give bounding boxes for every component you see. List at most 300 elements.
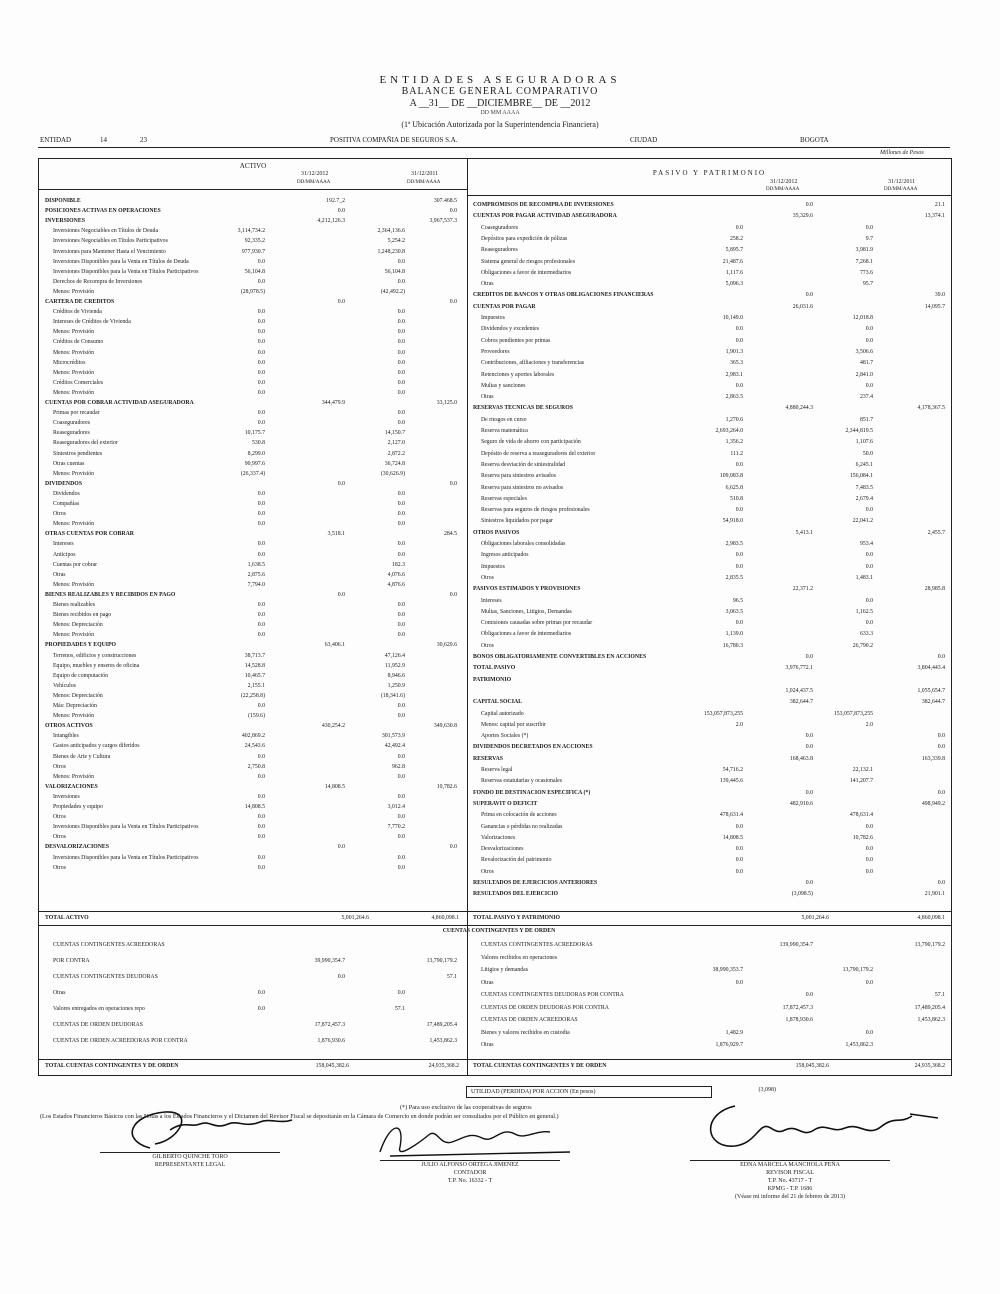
activo-row	[45, 409, 465, 418]
activo-row-total-2011: 33,125.0	[436, 400, 457, 406]
pasivo-row	[473, 495, 949, 504]
activo-row-detail-2011: 11,952.9	[384, 662, 405, 669]
pasivo-row-detail-2011: 3,981.9	[855, 247, 873, 254]
cont-right-row-detail-2011: 1,453,862.3	[845, 1042, 873, 1048]
activo-row	[45, 561, 465, 570]
cont-left-row-label: CUENTAS CONTINGENTES ACREEDORAS	[53, 942, 165, 948]
activo-row-label: OTRAS CUENTAS POR COBRAR	[45, 531, 134, 538]
pasivo-row-detail-2011: 0.0	[865, 382, 873, 389]
activo-row-label: Inversiones para Mantener Hasta el Vencimiento	[53, 248, 166, 255]
pasivo-row	[473, 732, 949, 741]
activo-row-detail-2011: 0.0	[397, 389, 405, 396]
pasivo-row-total-2012: 5,413.1	[795, 529, 813, 536]
activo-row-detail-2011: 0.0	[397, 632, 405, 639]
pasivo-row-label: Impuestos	[481, 563, 505, 570]
activo-row	[45, 551, 465, 560]
activo-row-detail-2011: 7,770.2	[387, 824, 405, 831]
activo-row-detail-2012: 0.0	[257, 410, 265, 417]
activo-row-detail-2012: 977,930.7	[241, 248, 265, 255]
activo-header	[39, 159, 468, 190]
document-note: (1ª Ubicación Autorizada por la Superintendencia Financiera)	[401, 120, 599, 129]
activo-row-detail-2012: 38,713.7	[244, 652, 265, 659]
activo-row-label: DIVIDENDOS	[45, 480, 83, 487]
activo-row-detail-2012: 0.0	[257, 379, 265, 386]
revisor-name: EDNA MARCELA MANCHOLA PEÑA	[740, 1162, 840, 1168]
activo-row	[45, 480, 465, 489]
activo-row-label: Menos: Provisión	[53, 470, 95, 477]
activo-row-detail-2011: 182.3	[391, 561, 405, 568]
total-activo-2012: 5,001,264.6	[341, 915, 369, 921]
activo-row-detail-2012: 90,997.6	[244, 460, 265, 467]
activo-row-label: Menos: Provisión	[53, 288, 95, 295]
activo-row-label: Inversiones	[53, 793, 80, 800]
activo-row	[45, 793, 465, 802]
pasivo-row-detail-2012: 1,270.6	[725, 416, 743, 423]
activo-row	[45, 268, 465, 277]
activo-row-detail-2012: 0.0	[257, 622, 265, 629]
cont-left-row-total-2012: 17,872,457.3	[314, 1022, 345, 1028]
activo-row-detail-2011: 8,946.6	[387, 672, 405, 679]
contador-role: CONTADOR	[453, 1170, 487, 1176]
activo-row	[45, 662, 465, 671]
activo-row-detail-2011: 14,150.7	[384, 430, 405, 437]
activo-row-detail-2012: 0.0	[257, 359, 265, 366]
pasivo-row	[473, 698, 949, 707]
pasivo-row-label: Valorizaciones	[481, 834, 516, 841]
activo-row-detail-2012: 24,543.6	[244, 743, 265, 750]
pasivo-row	[473, 766, 949, 775]
activo-row-label: Inversiones Disponibles para la Venta en Títulos de Deuda	[53, 258, 189, 265]
pasivo-row	[473, 291, 949, 300]
pasivo-row-label: Desvalorizaciones	[481, 846, 524, 853]
pasivo-row-label: CREDITOS DE BANCOS Y OTRAS OBLIGACIONES FINANCIERAS	[473, 292, 654, 299]
pasivo-row-detail-2012: 0.0	[735, 846, 743, 853]
activo-row-detail-2012: 0.0	[257, 824, 265, 831]
pasivo-row-detail-2011: 0.0	[865, 563, 873, 570]
activo-row-detail-2012: 0.0	[257, 541, 265, 548]
pasivo-row-detail-2012: 478,631.4	[719, 812, 743, 819]
pasivo-row	[473, 845, 949, 854]
activo-row-detail-2011: 1,250.9	[387, 682, 405, 689]
cont-left-row	[45, 1005, 465, 1014]
pasivo-row-label: Otras	[481, 394, 494, 401]
activo-row-label: Intereses de Créditos de Vivienda	[53, 319, 131, 326]
pasivo-row-detail-2011: 22,041.2	[852, 518, 873, 525]
activo-row-detail-2012: 2,875.6	[247, 571, 265, 578]
activo-row-label: Reaseguradores	[53, 430, 90, 437]
activo-row-detail-2012: 56,104.8	[244, 268, 265, 275]
pasivo-row	[473, 721, 949, 730]
activo-row	[45, 742, 465, 751]
activo-row	[45, 621, 465, 630]
pasivo-row	[473, 608, 949, 617]
pasivo-row-total-2011: 21.1	[934, 202, 945, 208]
activo-row-detail-2011: 962.8	[391, 763, 405, 770]
activo-row-detail-2011: 0.0	[397, 511, 405, 518]
pasivo-row-detail-2011: 0.0	[865, 620, 873, 627]
pasivo-row-label: Reserva desviación de siniestralidad	[481, 461, 566, 468]
document-date-format: DD MM AAAA	[480, 110, 520, 116]
pasivo-row-detail-2011: 953.4	[859, 541, 873, 547]
cont-right-row-label: CUENTAS DE ORDEN ACREEDORAS	[481, 1017, 578, 1023]
pasivo-row	[473, 540, 949, 549]
pasivo-row-detail-2012: 0.0	[735, 857, 743, 864]
activo-row-total-2012: 63,406.1	[324, 642, 345, 649]
pasivo-row	[473, 879, 949, 888]
pasivo-row-label: DIVIDENDOS DECRETADOS EN ACCIONES	[473, 744, 593, 751]
pasivo-row-detail-2012: 0.0	[735, 563, 743, 570]
pasivo-row-detail-2012: 21,487.6	[722, 258, 743, 265]
activo-row-total-2012: 0.0	[337, 480, 345, 487]
activo-row	[45, 773, 465, 782]
activo-row	[45, 207, 465, 216]
cont-right-row	[473, 954, 949, 963]
pasivo-row	[473, 416, 949, 425]
pasivo-col1-sub: DD/MM/AAAA	[766, 187, 800, 192]
activo-row	[45, 722, 465, 731]
activo-row-label: INVERSIONES	[45, 218, 85, 225]
balance-table	[38, 158, 952, 1076]
activo-row-total-2011: 30,629.6	[436, 642, 457, 649]
pasivo-row-detail-2011: 3,506.6	[855, 348, 873, 355]
pasivo-row	[473, 653, 949, 662]
activo-row-detail-2011: 4,876.6	[387, 581, 405, 588]
pasivo-row-detail-2011: 2.0	[865, 721, 873, 728]
pasivo-row-detail-2011: 22,132.1	[852, 767, 873, 773]
pasivo-row-label: PASIVOS ESTIMADOS Y PROVISIONES	[473, 586, 581, 593]
activo-row	[45, 258, 465, 267]
activo-row-detail-2012: (26,337.4)	[240, 470, 265, 477]
pasivo-row	[473, 551, 949, 560]
activo-row-label: Intangibles	[53, 733, 79, 740]
activo-row-detail-2012: 0.0	[257, 501, 265, 507]
activo-row-label: Intereses	[53, 541, 74, 548]
activo-row	[45, 803, 465, 812]
activo-row	[45, 712, 465, 721]
total-pasivo-2011: 4,860,098.1	[917, 915, 945, 921]
cont-right-row	[473, 991, 949, 1000]
pasivo-row-total-2011: 3,804,443.4	[917, 665, 945, 672]
activo-row-detail-2012: 0.0	[257, 490, 265, 497]
pasivo-row-total-2012: 0.0	[805, 292, 813, 299]
pasivo-row-total-2011: 0.0	[937, 880, 945, 886]
pasivo-row-detail-2011: 12,018.8	[852, 315, 873, 321]
pasivo-row-label: Otras	[481, 281, 494, 288]
activo-row-detail-2012: 0.0	[257, 793, 265, 800]
activo-row-detail-2011: 0.0	[397, 814, 405, 821]
pasivo-row	[473, 280, 949, 289]
cont-right-row-detail-2011: 0.0	[865, 979, 873, 986]
contador-tp: T.P. No. 16332 - T	[447, 1178, 493, 1184]
pasivo-row-detail-2011: 478,631.4	[849, 812, 873, 819]
pasivo-header	[468, 159, 951, 196]
pasivo-row	[473, 789, 949, 798]
activo-row	[45, 318, 465, 327]
cont-right-row-detail-2012: 1,482.9	[725, 1029, 743, 1036]
activo-row-detail-2012: (22,258.8)	[240, 692, 265, 699]
cont-right-row-label: Valores recibidos en operaciones	[481, 954, 558, 961]
pasivo-row-total-2012: 4,880,244.3	[785, 405, 813, 412]
cont-right-row	[473, 966, 949, 975]
activo-row-label: Menos: Provisión	[53, 713, 95, 720]
pasivo-row-label: Revalorización del patrimonio	[481, 857, 552, 864]
signature-block-legal	[100, 1152, 280, 1169]
city-label: CIUDAD	[630, 136, 658, 144]
pasivo-row-detail-2012: 0.0	[735, 382, 743, 389]
activo-row-label: Equipo, muebles y enseres de oficina	[53, 662, 140, 669]
activo-row-detail-2011: 0.0	[397, 278, 405, 285]
activo-row-detail-2011: 0.0	[397, 834, 405, 841]
utilidad-label: UTILIDAD (PERDIDA) POR ACCION (En pesos)	[471, 1089, 596, 1095]
activo-row	[45, 470, 465, 479]
total-activo-label: TOTAL ACTIVO	[45, 915, 89, 921]
pasivo-col1-date: 31/12/2012	[770, 179, 798, 185]
contingentes-top-line	[39, 925, 951, 926]
activo-row-detail-2012: 8,299.0	[247, 450, 265, 457]
pasivo-row-detail-2011: 153,057,873,255	[833, 710, 873, 717]
pasivo-row-detail-2012: 2,835.5	[725, 574, 743, 581]
pasivo-row-detail-2012: 2,693,264.0	[715, 428, 743, 434]
pasivo-row-total-2011: 28,985.8	[924, 586, 945, 593]
pasivo-row	[473, 212, 949, 221]
activo-row	[45, 490, 465, 499]
activo-col2-date: 31/12/2011	[411, 171, 439, 177]
pasivo-row-detail-2012: 0.0	[735, 620, 743, 627]
pasivo-row-label: Otros	[481, 574, 494, 581]
pasivo-col2-date: 31/12/2011	[888, 179, 916, 185]
pasivo-row-detail-2012: 0.0	[735, 461, 743, 468]
activo-row-total-2012: 3,518.1	[327, 531, 345, 538]
activo-row-label: Menos: Provisión	[53, 389, 95, 396]
pasivo-row	[473, 834, 949, 843]
pasivo-row-label: Proveedores	[481, 348, 510, 355]
entity-name: POSITIVA COMPAÑIA DE SEGUROS S.A.	[330, 136, 458, 144]
activo-row-label: Coaseguradores	[53, 420, 91, 427]
activo-row-detail-2012: 0.0	[257, 319, 265, 326]
activo-row-detail-2012: 0.0	[257, 814, 265, 821]
pasivo-row	[473, 201, 949, 210]
activo-row	[45, 571, 465, 580]
pasivo-row	[473, 823, 949, 832]
pasivo-row-total-2011: 14,095.7	[924, 303, 945, 310]
pasivo-row	[473, 461, 949, 470]
pasivo-row-detail-2011: 156,084.1	[849, 473, 873, 480]
pasivo-row-label: Sistema general de riesgos profesionales	[481, 258, 576, 265]
pasivo-row-total-2011: 0.0	[937, 733, 945, 740]
activo-row-label: DESVALORIZACIONES	[45, 844, 110, 851]
activo-row-label: Propiedades y equipo	[53, 804, 103, 810]
pasivo-row-label: RESERVAS TECNICAS DE SEGUROS	[473, 405, 573, 412]
activo-row-detail-2011: 36,724.8	[384, 460, 405, 467]
pasivo-row-detail-2012: 111.2	[730, 450, 743, 457]
pasivo-row-total-2011: 2,455.7	[927, 529, 945, 536]
activo-row-detail-2011: 0.0	[397, 420, 405, 427]
pasivo-row-label: Reserva para siniestros no avisados	[481, 484, 564, 491]
activo-row	[45, 732, 465, 741]
revisor-signature	[690, 1094, 950, 1160]
pasivo-title: PASIVO Y PATRIMONIO	[652, 169, 767, 177]
utilidad-value: (3,098)	[758, 1087, 776, 1093]
activo-row-detail-2011: 2,127.0	[387, 440, 405, 447]
pasivo-row-label: Retenciones y aportes laborales	[481, 371, 555, 378]
pasivo-row	[473, 450, 949, 459]
pasivo-row-label: CUENTAS POR PAGAR ACTIVIDAD ASEGURADORA	[473, 213, 617, 220]
activo-row-total-2012: 0.0	[337, 299, 345, 305]
activo-row-total-2011: 0.0	[449, 480, 457, 487]
pasivo-row-detail-2012: 5,096.3	[725, 281, 743, 288]
pasivo-row-label: Reserva para siniestros avisados	[481, 473, 556, 480]
activo-row	[45, 783, 465, 792]
cont-right-row	[473, 979, 949, 988]
activo-row-label: Más: Depreciación	[53, 703, 97, 709]
activo-row-total-2012: 192.7_2	[326, 198, 345, 204]
pasivo-row-total-2012: 0.0	[805, 789, 813, 796]
pasivo-row	[473, 325, 949, 334]
pasivo-row	[473, 777, 949, 786]
activo-row	[45, 813, 465, 822]
activo-row-detail-2012: 0.0	[257, 753, 265, 760]
activo-row	[45, 591, 465, 600]
pasivo-row-detail-2012: 14,808.5	[722, 834, 743, 841]
pasivo-row	[473, 619, 949, 628]
pasivo-row	[473, 890, 949, 899]
cont-left-row-label: CUENTAS DE ORDEN ACREEDORAS POR CONTRA	[53, 1038, 188, 1044]
pasivo-row-detail-2011: 9.7	[865, 235, 873, 242]
pasivo-row-detail-2011: 141,207.7	[849, 778, 873, 785]
pasivo-row-label: Reservas estatutarias y ocasionales	[481, 778, 562, 785]
activo-col1-date: 31/12/2012	[301, 171, 329, 177]
activo-row-detail-2011: 2,872.2	[387, 450, 405, 457]
activo-row	[45, 520, 465, 529]
activo-row-total-2012: 4,212,126.3	[317, 218, 345, 225]
activo-row-detail-2011: 0.0	[397, 854, 405, 861]
pasivo-row-detail-2012: 5,895.7	[725, 247, 743, 254]
pasivo-row-label: Ingresos anticipados	[481, 552, 529, 559]
activo-row-detail-2012: 0.0	[257, 309, 265, 316]
activo-row-detail-2011: 0.0	[397, 410, 405, 417]
pasivo-row-detail-2012: 510.8	[729, 495, 743, 502]
activo-row-total-2012: 0.0	[337, 844, 345, 851]
pasivo-row-label: Comisiones causadas sobre primas por recaudar	[481, 620, 593, 627]
pasivo-row-detail-2011: 7,483.5	[855, 484, 873, 491]
pasivo-row-total-2011: 382,644.7	[921, 699, 945, 706]
activo-row-detail-2012: 0.0	[257, 864, 265, 871]
pasivo-row	[473, 269, 949, 278]
activo-row-total-2011: 0.0	[449, 299, 457, 305]
pasivo-row	[473, 359, 949, 368]
activo-row-detail-2011: 0.0	[397, 501, 405, 507]
pasivo-row-label: SUPERAVIT O DEFICIT	[473, 800, 538, 807]
pasivo-row	[473, 574, 949, 583]
pasivo-row-detail-2012: 2.0	[735, 721, 743, 728]
activo-row	[45, 510, 465, 519]
activo-row-label: Vehículos	[53, 682, 76, 689]
activo-row	[45, 298, 465, 307]
pasivo-row-label: Multas y sanciones	[481, 382, 526, 389]
activo-row-detail-2011: (18,341.6)	[380, 692, 405, 699]
pasivo-row-total-2011: 163,339.8	[921, 755, 945, 762]
pasivo-row	[473, 427, 949, 436]
cont-left-row-detail-2011: 0.0	[397, 990, 405, 996]
activo-row-detail-2012: 0.0	[257, 258, 265, 265]
pasivo-row-label: Menos: capital por suscribir	[481, 721, 546, 728]
pasivo-row-detail-2011: 2,679.4	[855, 495, 873, 502]
pasivo-row-detail-2012: 2,983.1	[725, 371, 743, 378]
pasivo-row-detail-2012: 1,901.3	[725, 348, 743, 355]
activo-row-detail-2012: 7,794.0	[247, 581, 265, 588]
pasivo-row-detail-2011: 481.7	[859, 360, 873, 367]
activo-row-label: DISPONIBLE	[45, 198, 81, 204]
cont-right-row-label: Otras	[481, 1042, 494, 1048]
activo-row-detail-2012: 0.0	[257, 612, 265, 619]
activo-row-detail-2011: 3,012.4	[387, 804, 405, 810]
units-label: Millones de Pesos	[880, 150, 924, 156]
pasivo-row-total-2011: 21,901.1	[924, 891, 945, 898]
total-activo-2011: 4,860,098.1	[431, 915, 459, 921]
pasivo-row-total-2012: 168,463.8	[789, 755, 813, 762]
activo-row-label: VALORIZACIONES	[45, 783, 98, 790]
pasivo-row-detail-2012: 0.0	[735, 868, 743, 875]
activo-row-detail-2012: 3,114,734.2	[237, 228, 265, 235]
activo-row-label: Derechos de Recompra de Inversiones	[53, 278, 143, 285]
center-divider	[467, 159, 468, 1075]
city-name: BOGOTA	[800, 136, 829, 144]
cont-left-row	[45, 957, 465, 966]
pasivo-row-label: Prima en colocación de acciones	[481, 812, 557, 819]
pasivo-row-label: TOTAL PASIVO	[473, 665, 516, 672]
pasivo-row	[473, 868, 949, 877]
activo-row-label: Anticipos	[53, 551, 76, 558]
pasivo-row	[473, 258, 949, 267]
signature-block-contador	[380, 1160, 560, 1185]
pasivo-row-detail-2012: 10,149.0	[722, 315, 743, 321]
activo-row-detail-2012: 10,175.7	[244, 430, 265, 437]
pasivo-row-label: OTROS PASIVOS	[473, 529, 520, 536]
activo-row-label: Otras cuentas	[53, 460, 85, 467]
activo-row-label: Gastos anticipados y cargos diferidos	[53, 743, 140, 750]
pasivo-row-label: PATRIMONIO	[473, 676, 512, 683]
pasivo-row-detail-2012: 54,918.0	[722, 518, 743, 525]
cont-right-row-detail-2012: 1,876,929.7	[715, 1042, 743, 1048]
cont-right-row-detail-2011: 0.0	[865, 1029, 873, 1036]
pasivo-row-total-2012: 382,644.7	[789, 699, 813, 706]
entity-label: ENTIDAD	[40, 136, 72, 144]
total-pasivo-2012: 5,001,264.6	[801, 915, 829, 921]
activo-row-detail-2011: 0.0	[397, 521, 405, 528]
cont-right-row	[473, 1041, 949, 1050]
pasivo-row-detail-2011: 1,483.1	[855, 574, 873, 581]
contingentes-total-line	[39, 1059, 951, 1060]
activo-row	[45, 379, 465, 388]
pasivo-row-detail-2012: 1,139.0	[725, 631, 743, 638]
cont-left-row-label: Valores entregados en operaciones repo	[53, 1006, 145, 1012]
cont-right-row-detail-2012: 0.0	[735, 979, 743, 986]
pasivo-row-total-2012: 35,329.6	[792, 213, 813, 220]
activo-row-label: OTROS ACTIVOS	[45, 723, 93, 730]
pasivo-row-detail-2012: 2,863.5	[725, 394, 743, 401]
activo-row	[45, 500, 465, 509]
utilidad-box	[466, 1086, 712, 1098]
activo-row	[45, 692, 465, 701]
pasivo-row	[473, 585, 949, 594]
entity-code-2: 23	[140, 136, 147, 144]
activo-row-label: Otros	[53, 763, 66, 770]
cont-right-row-detail-2011: 13,790,179.2	[842, 967, 873, 973]
activo-row-label: Inversiones Negociables en Títulos Participativos	[53, 238, 168, 245]
activo-row	[45, 763, 465, 772]
cont-left-row-label: Otras	[53, 990, 66, 996]
activo-row-detail-2011: 47,126.4	[384, 652, 405, 659]
